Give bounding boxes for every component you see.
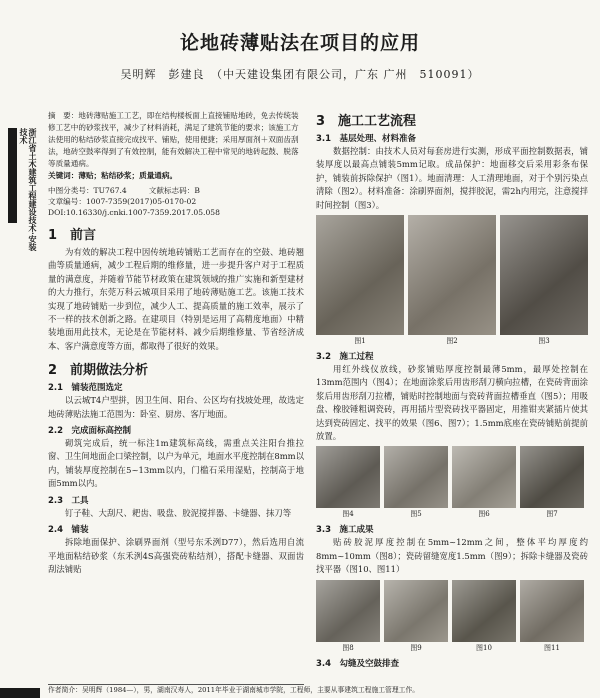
abstract: 摘 要：地砖薄贴施工工艺，即在结构楼板面上直接铺贴地砖，免去传统装修工艺中的砂浆找平，减少了材料消耗，满足了建筑节能的要求；该施工方法使用的粘结砂浆直接完成找平、铺贴，使用便捷；采用厚面剂＋双面齿刮法，地砖空鼓率得到了有效控制，能有效解决工程中常见的地砖起鼓、脱落等质量通病。 [48,111,299,168]
photo-figure-3 [500,215,588,335]
photo-figure-10 [452,580,516,642]
section-2-heading: 2 前期做法分析 [48,363,149,379]
section-2-2-text: 砌筑完成后，统一标注1m建筑标高线，需重点关注阳台推拉窗、卫生间地面企口梁控制，以户为单元，地面水平度控制在8mm以内，铺装厚度控制在5~13mm以内，门槛石采用湿贴，控制高于地面5mm以内。 [48,438,304,489]
section-2-1-text: 以云城T4户型拼，因卫生间、阳台、公区均有找坡处理，故选定地砖薄贴法施工范围为：卧室、厨房、客厅地面。 [48,395,304,419]
section-1-text: 为有效的解决工程中因传统地砖铺贴工艺而存在的空鼓、地砖翘曲等质量通病，减少工程后期的维修量，进一步提升客户对于工程质量的满意度，并随着节能节材政策在建筑领域的推广实施和新型建材的大力推行，东莞万科云城项目采用了地砖薄贴施工艺。该施工技术实现了地砖铺贴一步到位，减少人工、提高质量的施工效率，展示了不一样的技术创新之路。在建项目（特别是运用了高精度地面）中精装地面用此技术，无论是在节能材料、减少后期维修量、节省经济成本、客户满意度等方面，都取得了很好的效果。 [48,247,304,351]
sidebar-text: 浙江省土木建筑工程建设技术·安装技术 [19,128,38,251]
section-3-1-heading: 3.1 基层处理、材料准备 [316,134,417,144]
figure-row-1-captions [316,336,588,346]
section-3-3-heading: 3.3 施工成果 [316,525,374,536]
photo-figure-7 [520,446,584,508]
caption-fig5: 图5 [410,510,422,519]
section-3-3-text: 贴砖胶泥厚度控制在5mm~12mm之间，整体平均厚度约8mm~10mm（图8）；瓷砖留缝宽度1.5mm（图9）；拆除卡缝器及瓷砖找平器（图10、图11） [316,537,588,575]
section-3-2-text: 用红外线仪放线，砂浆铺贴厚度控制最薄5mm，最厚处控制在13mm范围内（图4）；在地面涂浆后用齿形刮刀横向拉槽，在瓷砖背面涂浆后用齿形刮刀拉槽，铺贴时控制地面与瓷砖背面拉槽垂直（图5）；用吸盘、橡胶锤粗调瓷砖，再用插片型瓷砖找平器固定，用推钳夹紧插片使其达到瓷砖固定、找平的效果（图6、图7）；1.5mm底座在瓷砖铺贴前提前放置。 [316,364,588,442]
section-3-4-heading: 3.4 勾缝及空鼓排查 [316,658,400,669]
section-2-3-text: 钉子鞋、大刮尺、耙齿、吸盘、胶泥搅拌器、卡缝器、抹刀等 [65,507,292,518]
caption-fig9: 图9 [410,643,422,652]
photo-figure-9 [384,580,448,642]
photo-figure-4 [316,446,380,508]
caption-fig1: 图1 [354,337,366,346]
section-3-2-heading: 3.2 施工过程 [316,352,374,363]
section-2-1-heading: 2.1 铺装范围选定 [48,383,123,394]
caption-fig3: 图3 [538,337,550,346]
figure-row-3-captions [316,643,588,653]
photo-figure-6 [452,446,516,508]
article-number: 文章编号：1007-7359(2017)05-0170-02 [48,197,197,206]
section-2-4-heading: 2.4 铺装 [48,525,89,536]
doc-code: 文献标志码：B [148,186,200,195]
caption-fig6: 图6 [478,510,490,519]
journal-sidebar [8,128,38,258]
photo-figure-8 [316,580,380,642]
article-meta [48,185,304,218]
figure-row-3 [316,580,588,642]
figure-row-1 [316,215,588,335]
caption-fig7: 图7 [546,510,558,519]
section-3-heading: 3 施工工艺流程 [316,114,417,129]
photo-figure-5 [384,446,448,508]
section-2-2-heading: 2.2 完成面标高控制 [48,426,132,437]
caption-fig8: 图8 [342,643,354,652]
section-2-3-heading: 2.3 工具 [48,495,89,506]
photo-figure-1 [316,215,404,335]
clc-number: 中图分类号：TU767.4 [48,186,127,195]
page-corner-mark [0,688,40,698]
figure-row-2 [316,446,588,508]
photo-figure-11 [520,580,584,642]
section-2-4-text: 拆除地面保护、涂刷界面剂（型号东禾洌D77），然后选用自流平地面粘结砂浆（东禾洌4S高强瓷砖粘结剂），搭配卡缝器、双面齿刮法铺贴 [48,537,304,574]
doi: DOI:10.16330/j.cnki.1007-7359.2017.05.058 [48,208,220,217]
sidebar-bar [8,128,17,223]
keywords: 关键词：薄贴；粘结砂浆；质量通病。 [48,171,178,180]
author-footnote: 作者简介：吴明辉（1984—），男，湖南汉寿人，2011年毕业于湖南城市学院，工程师，主要从事建筑工程施工管理工作。 [48,686,420,694]
figure-row-2-captions [316,509,588,519]
left-column [48,110,304,576]
caption-fig4: 图4 [342,510,354,519]
caption-fig2: 图2 [446,337,458,346]
paper-title: 论地砖薄贴法在项目的应用 [179,32,420,54]
caption-fig10: 图10 [476,643,492,652]
caption-fig11: 图11 [544,643,560,652]
paper-authors: 吴明辉 彭建良 （中天建设集团有限公司，广东 广州 510091） [120,68,480,81]
photo-figure-2 [408,215,496,335]
right-column [316,110,588,670]
section-1-heading: 1 前言 [48,228,97,243]
section-3-1-text: 数据控制：由技术人员对每套房进行实测，形成平面控制数据表，铺装厚度以最高点铺装5mm记取。成品保护：地面移交后采用彩条布保护，铺装前拆除保护（图1）。地面清理：人工清理地面，对于个别污染点清除（图2）。材料准备：涂刷界面剂，搅拌胶泥，需2h内用完，注意搅拌时间控制（图3）。 [316,146,588,210]
